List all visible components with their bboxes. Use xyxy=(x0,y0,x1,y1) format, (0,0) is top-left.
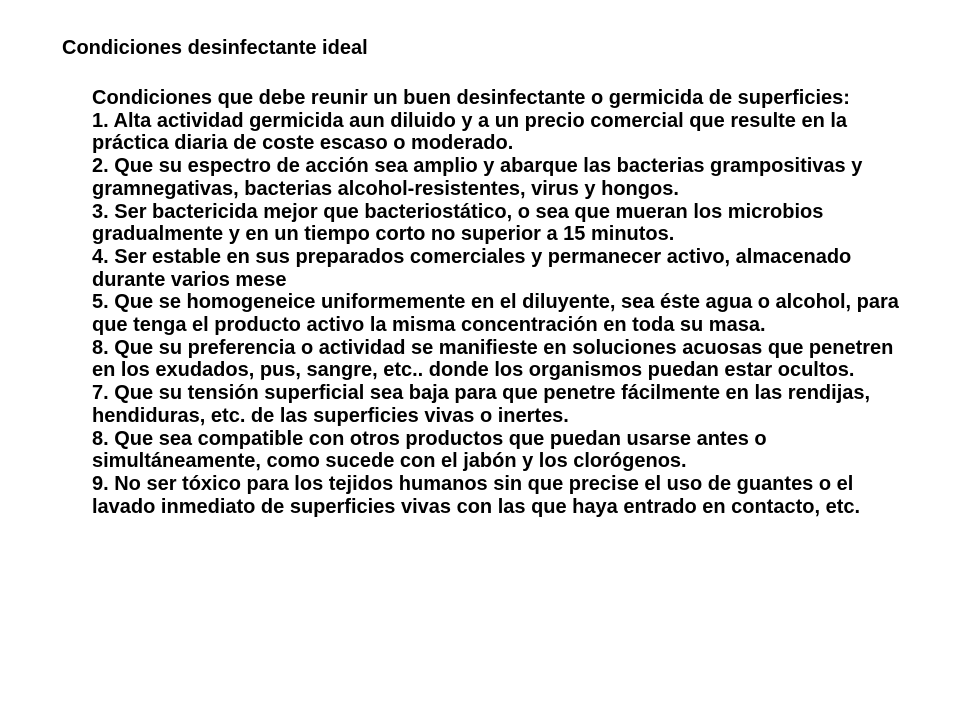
list-item: 4. Ser estable en sus preparados comerciales y permanecer activo, almacenado durante varios mese xyxy=(92,245,852,291)
list-item: 1. Alta actividad germicida aun diluido y a un precio comercial que resulte en la práctica diaria de coste escaso o moderado. xyxy=(92,109,848,155)
list-item: 3. Ser bactericida mejor que bacteriostático, o sea que mueran los microbios gradualmente y en un tiempo corto no superior a 15 minutos. xyxy=(92,200,824,246)
slide-title: Condiciones desinfectante ideal xyxy=(62,37,368,59)
slide-body xyxy=(92,87,922,518)
list-item: 8. Que sea compatible con otros productos que puedan usarse antes o simultáneamente, como sucede con el jabón y los clorógenos. xyxy=(92,427,767,473)
list-item: 9. No ser tóxico para los tejidos humanos sin que precise el uso de guantes o el lavado inmediato de superficies vivas con las que haya entrado en contacto, etc. xyxy=(92,472,861,518)
list-item: 5. Que se homogeneice uniformemente en el diluyente, sea éste agua o alcohol, para que tenga el producto activo la misma concentración en toda su masa. xyxy=(92,291,899,337)
list-item: 7. Que su tensión superficial sea baja para que penetre fácilmente en las rendijas, hendiduras, etc. de las superficies vivas o inertes. xyxy=(92,382,871,427)
intro-paragraph: Condiciones que debe reunir un buen desinfectante o germicida de superficies: xyxy=(92,87,850,109)
list-item: 8. Que su preferencia o actividad se manifieste en soluciones acuosas que penetren en los exudados, pus, sangre, etc.. donde los organismos puedan estar ocultos. xyxy=(92,336,894,382)
list-item: 2. Que su espectro de acción sea amplio y abarque las bacterias grampositivas y gramnegativas, bacterias alcohol-resistentes, virus y hongos. xyxy=(92,155,863,200)
